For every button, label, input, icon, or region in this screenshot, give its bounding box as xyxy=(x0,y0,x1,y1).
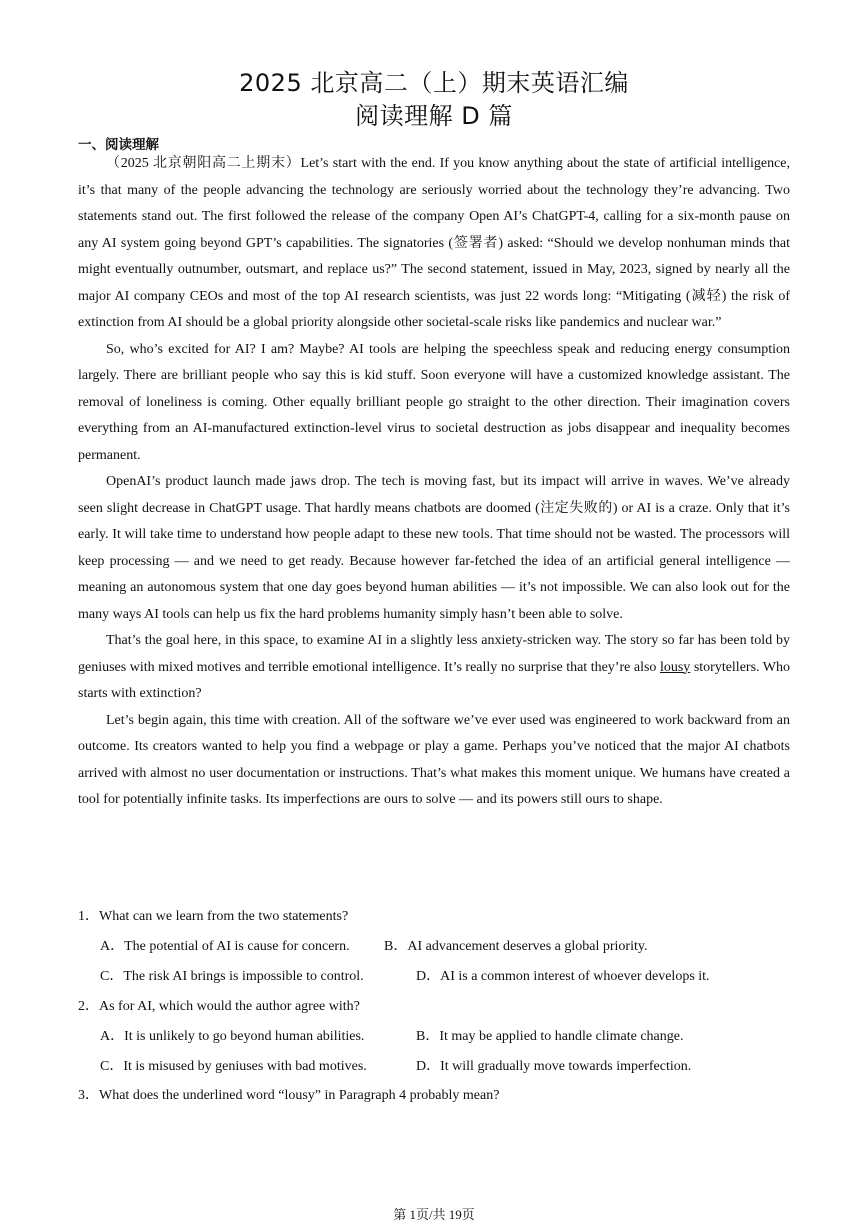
question-1-option-b: B．AI advancement deserves a global priority. xyxy=(384,939,648,954)
question-2-option-b: B．It may be applied to handle climate change. xyxy=(416,1029,684,1044)
document-title: 2025 北京高二（上）期末英语汇编 xyxy=(239,69,629,97)
question-1-option-a: A．The potential of AI is cause for concern. xyxy=(100,939,350,954)
passage-source: （2025 北京朝阳高二上期末） xyxy=(106,156,301,171)
question-2-option-a: A．It is unlikely to go beyond human abilities. xyxy=(100,1029,365,1044)
question-3-stem: 3．What does the underlined word “lousy” in Paragraph 4 probably mean? xyxy=(78,1088,500,1103)
paragraph-5: Let’s begin again, this time with creation. All of the software we’ve ever used was engineered to work backward from an outcome. Its creators wanted to help you find a webpage or play a game. Perhaps you’ve noticed that the major AI chatbots arrived with almost no user documentation or instructions. That’s what makes this moment unique. We humans have created a tool for potentially infinite tasks. Its imperfections are ours to solve — and its powers still ours to shape. xyxy=(78,712,790,807)
reading-passage xyxy=(78,151,790,814)
underlined-word: lousy xyxy=(659,659,691,675)
paragraph-4-before: That’s the goal here, in this space, to examine AI in a slightly less anxiety-stricken way. The story so far has been told by geniuses with mixed motives and terrible emotional intelligence. It’s really no surprise that they’re also xyxy=(78,633,790,675)
question-1-option-c: C．The risk AI brings is impossible to control. xyxy=(100,969,364,984)
paragraph-4-after: storytellers. Who starts with extinction? xyxy=(78,659,791,701)
question-2-option-d: D．It will gradually move towards imperfection. xyxy=(416,1059,692,1074)
paragraph-1 xyxy=(78,151,790,337)
section-heading: 一、阅读理解 xyxy=(78,137,159,153)
question-2-option-c: C．It is misused by geniuses with bad motives. xyxy=(100,1059,367,1074)
question-1-stem: 1．What can we learn from the two statements? xyxy=(78,909,349,924)
question-1-option-d: D．AI is a common interest of whoever develops it. xyxy=(416,969,710,984)
page-number: 第 1页/共 19页 xyxy=(393,1207,475,1222)
paragraph-4 xyxy=(78,628,790,708)
document-subtitle: 阅读理解 D 篇 xyxy=(355,102,513,130)
paragraph-1-text: Let’s start with the end. If you know anything about the state of artificial intelligence, it’s that many of the people advancing the technology are seriously worried about the technology they’re advancing. Two statements stand out. The first followed the release of the company Open AI’s ChatGPT-4, calling for a six-month pause on any AI system going beyond GPT’s capabilities. The signatories (签署者) asked: “Should we develop nonhuman minds that might eventually outnumber, outsmart, and replace us?” The second statement, issued in May, 2023, signed by nearly all the major AI company CEOs and most of the top AI research scientists, was just 22 words long: “Mitigating (减轻) the risk of extinction from AI should be a global priority alongside other societal-scale risks like pandemics and nuclear war.” xyxy=(78,156,790,330)
paragraph-3: OpenAI’s product launch made jaws drop. The tech is moving fast, but its impact will arrive in waves. We’ve already seen slight decrease in ChatGPT usage. That hardly means chatbots are doomed (注定失败的) or AI is a craze. Only that it’s early. It will take time to understand how people adapt to these new tools. That time should not be wasted. The processors will keep processing — and we need to get ready. Because however far-fetched the idea of an artificial general intelligence — meaning an autonomous system that one day goes beyond human abilities — it’s not impossible. We can also look out for the many ways AI tools can help us fix the hard problems humanity simply hasn’t been able to solve. xyxy=(78,474,790,622)
paragraph-2: So, who’s excited for AI? I am? Maybe? AI tools are helping the speechless speak and reducing energy consumption largely. There are brilliant people who say this is kid stuff. Soon everyone will have a customized knowledge assistant. The removal of loneliness is coming. Other equally brilliant people go straight to the other direction. Their imagination covers everything from an AI-manufactured extinction-level virus to societal destruction as jobs disappear and inequality becomes permanent. xyxy=(78,341,790,463)
question-2-stem: 2．As for AI, which would the author agree with? xyxy=(78,999,360,1014)
